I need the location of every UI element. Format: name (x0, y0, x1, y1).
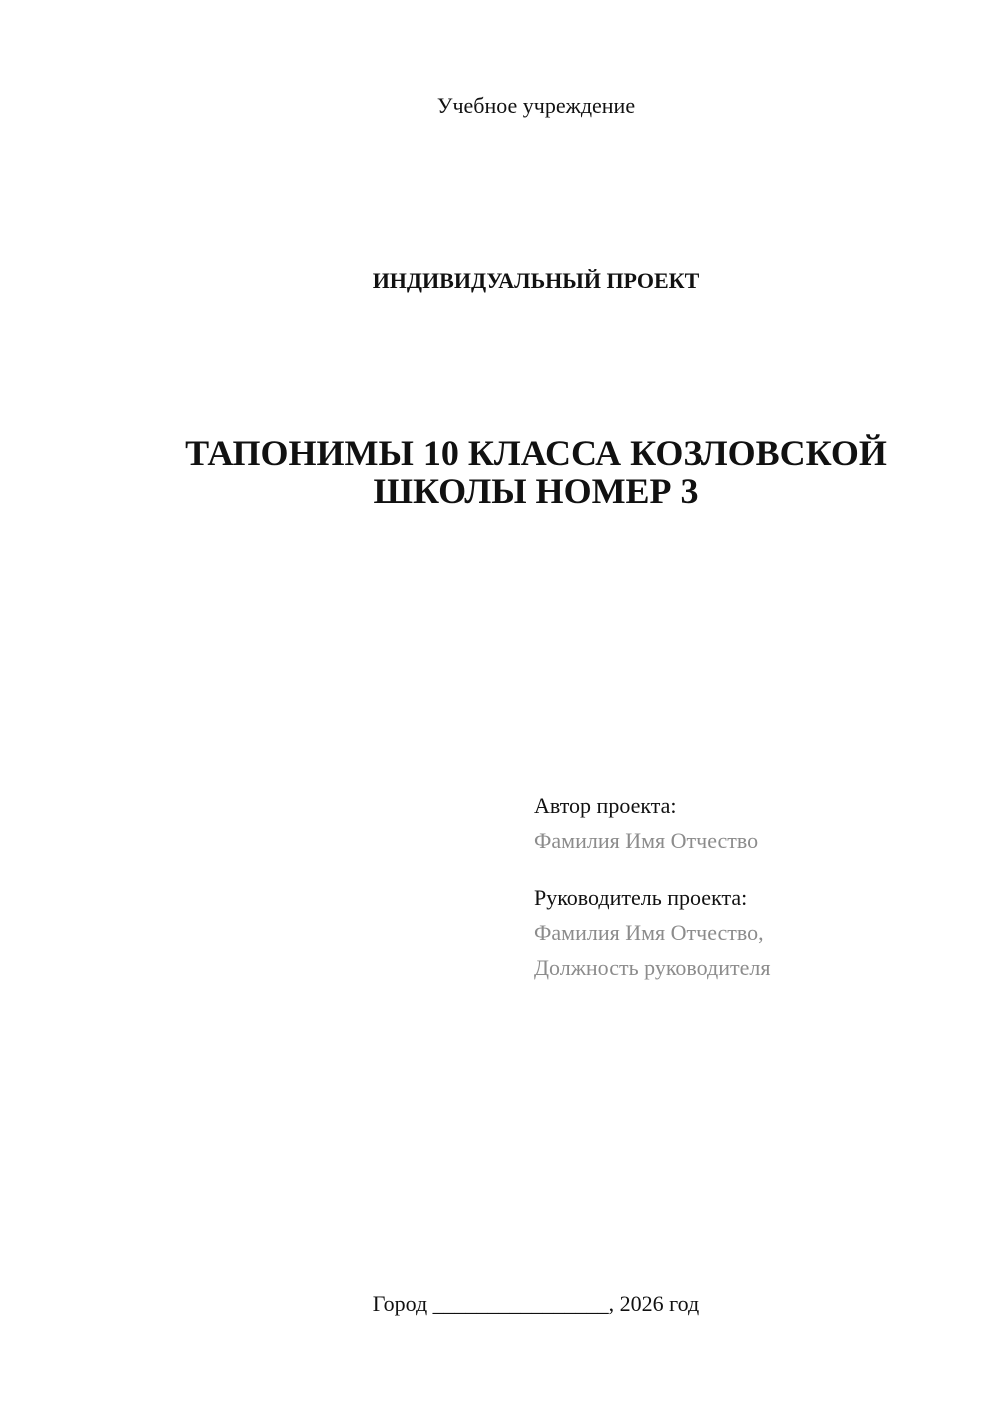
author-name: Фамилия Имя Отчество (534, 828, 759, 853)
city-year-footer: Город ________________, 2026 год (372, 1291, 700, 1316)
supervisor-label: Руководитель проекта: (534, 885, 748, 910)
project-title (150, 434, 922, 510)
project-title-line-1: ТАПОНИМЫ 10 КЛАССА КОЗЛОВСКОЙ (185, 433, 887, 473)
document-type: ИНДИВИДУАЛЬНЫЙ ПРОЕКТ (372, 268, 700, 293)
project-info-block (534, 788, 974, 985)
project-title-line-2: ШКОЛЫ НОМЕР 3 (373, 471, 699, 511)
institution-name: Учебное учреждение (436, 93, 636, 118)
author-label: Автор проекта: (534, 793, 677, 818)
supervisor-name: Фамилия Имя Отчество, (534, 920, 764, 945)
supervisor-position: Должность руководителя (534, 955, 771, 980)
info-spacer (534, 858, 974, 880)
